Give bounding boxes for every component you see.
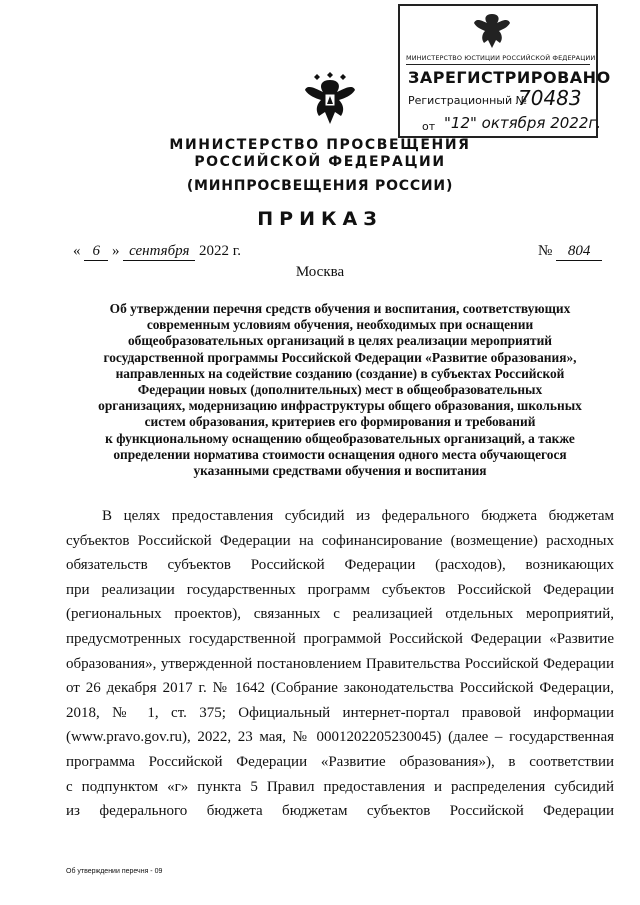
subject-line: Федерации новых (дополнительных) мест в общеобразовательных	[137, 382, 543, 398]
subject-line: указанными средствами обучения и воспитания	[193, 463, 487, 479]
registration-stamp	[398, 4, 611, 138]
order-city: Москва	[295, 264, 345, 280]
ministry-name-line-2: РОССИЙСКОЙ ФЕДЕРАЦИИ	[194, 154, 446, 170]
stamp-date-value: "12" октября 2022г.	[444, 114, 602, 132]
stamp-reg-number-label: Регистрационный №	[408, 94, 528, 107]
subject-line: к функциональному оснащению общеобразовательных организаций, а также	[105, 430, 575, 446]
order-day: 6	[84, 243, 108, 261]
subject-line: систем образования, критериев его формирования и требований	[144, 414, 536, 430]
body-line: от 26 декабря 2017 г. № 1642 (Собрание законодательства Российской Федерации,	[66, 680, 614, 697]
subject-line: организациях, модернизацию инфраструктуры общего образования, школьных	[98, 398, 582, 414]
body-line: образования», утвержденной постановлением Правительства Российской Федерации	[66, 655, 614, 672]
date-quote-close: »	[112, 243, 120, 259]
stamp-registered-label: ЗАРЕГИСТРИРОВАНО	[408, 68, 611, 87]
body-line: обязательств субъектов Российской Федерации (расходов), возникающих	[66, 557, 614, 574]
order-subject	[60, 301, 620, 479]
order-number-label: №	[538, 243, 553, 259]
coat-of-arms-emblem	[303, 66, 357, 128]
body-line: с подпунктом «г» пункта 5 Правил предоставления и распределения субсидий	[66, 778, 614, 795]
stamp-date-prefix: от	[422, 120, 436, 133]
stamp-ministry-name: МИНИСТЕРСТВО ЮСТИЦИИ РОССИЙСКОЙ ФЕДЕРАЦИИ	[406, 54, 596, 62]
order-body	[66, 504, 614, 824]
stamp-divider	[406, 64, 590, 65]
body-line: субъектов Российской Федерации на софинансирование (возмещение) расходных	[66, 532, 614, 549]
body-line: при реализации государственных программ субъектов Российской Федерации	[66, 581, 614, 598]
date-quote-open: «	[73, 243, 81, 259]
body-line: (www.pravo.gov.ru), 2022, 23 мая, № 0001202205230045) (далее – государственная	[66, 729, 614, 746]
subject-line: государственной программы Российской Федерации «Развитие образования»,	[103, 349, 577, 365]
order-date	[73, 243, 241, 261]
order-month: сентября	[123, 243, 195, 261]
stamp-reg-number-value: 70483	[518, 86, 582, 110]
ministry-short-name: (МИНПРОСВЕЩЕНИЯ РОССИИ)	[186, 178, 454, 194]
body-line: программа Российской Федерации «Развитие образования»), в соответствии	[66, 753, 614, 770]
stamp-coat-of-arms-icon	[472, 10, 512, 50]
subject-line: определении норматива стоимости оснащения одного места обучающегося	[113, 446, 567, 462]
body-line: из федерального бюджета бюджетам субъектов Российской Федерации	[66, 803, 614, 820]
body-line: 2018, № 1, ст. 375; Официальный интернет-портал правовой информации	[66, 704, 614, 721]
subject-line: современным условиям обучения, необходимых при оснащении	[146, 317, 534, 333]
body-line: (региональных проектов), связанных с реализацией отдельных мероприятий,	[66, 606, 614, 623]
subject-line: общеобразовательных организаций в целях реализации мероприятий	[127, 333, 553, 349]
order-year: 2022 г.	[199, 243, 241, 259]
order-number-value: 804	[556, 243, 602, 261]
subject-line: направленных на содействие созданию (создание) в субъектах Российской	[115, 365, 565, 381]
document-title: ПРИКАЗ	[257, 208, 383, 230]
subject-line: Об утверждении перечня средств обучения и воспитания, соответствующих	[109, 301, 571, 316]
body-line: В целях предоставления субсидий из федерального бюджета бюджетам	[102, 508, 614, 524]
ministry-name-line-1: МИНИСТЕРСТВО ПРОСВЕЩЕНИЯ	[169, 137, 471, 153]
order-number	[538, 243, 602, 261]
body-line: предусмотренных государственной программой Российской Федерации «Развитие	[66, 630, 614, 647]
page-footer: Об утверждении перечня - 09	[66, 868, 163, 875]
